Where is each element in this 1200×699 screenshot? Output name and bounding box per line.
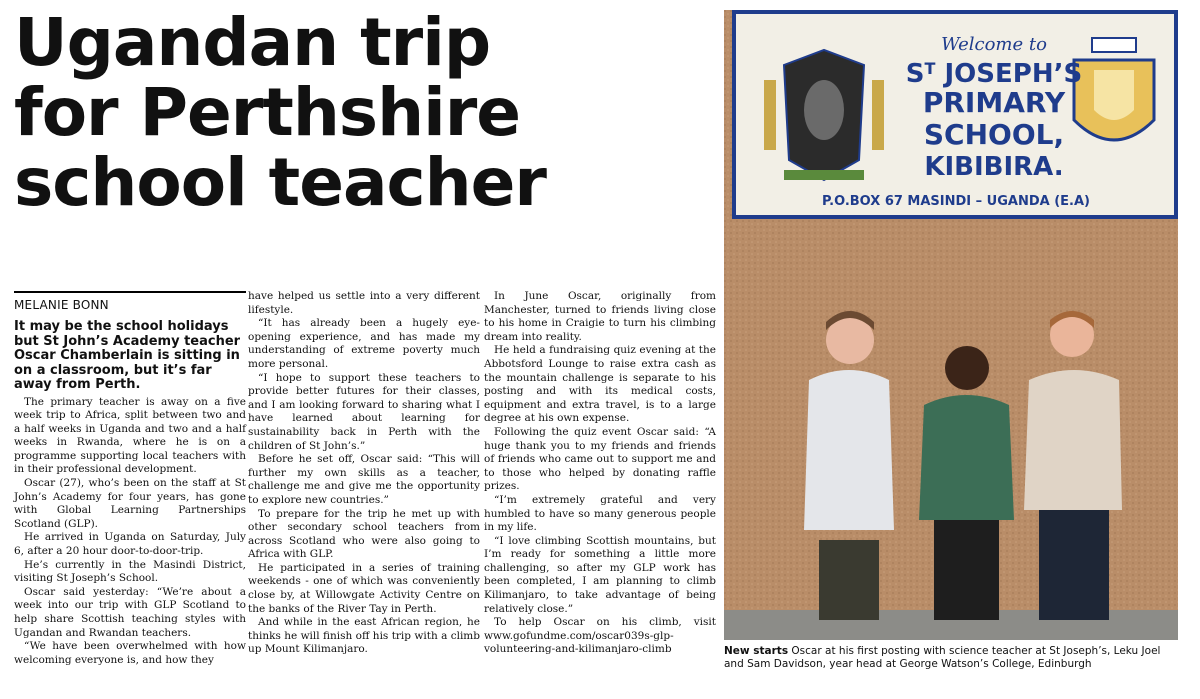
sign-line-2: PRIMARY (922, 86, 1066, 119)
paragraph: “I’m extremely grateful and very humbled to have so many generous people in my life. (484, 493, 716, 534)
article-column-1 (14, 320, 246, 667)
paragraph: He participated in a series of training weekends - one of which was conveniently close by, at Willowgate Activity Centre on the banks of the River Tay in Perth. (248, 561, 480, 615)
headline-line: Ugandan trip (14, 4, 491, 81)
headline-line: for Perthshire (14, 74, 521, 151)
caption-label: New starts (724, 645, 789, 657)
caption-text: Oscar at his first posting with science teacher at St Joseph’s, Leku Joel and Sam Davidson, year head at George Watson’s College, Edinburgh (724, 645, 1161, 671)
paragraph: He held a fundraising quiz evening at the Abbotsford Lounge to raise extra cash as the mountain challenge is separate to his posting and with its medical costs, equipment and extra travel, is to a large degree at his own expense. (484, 344, 716, 425)
paragraph: Following the quiz event Oscar said: “A huge thank you to my friends and friends of friends who came out to support me and to those who helped by donating raffle prizes. (484, 425, 716, 493)
paragraph: The primary teacher is away on a five week trip to Africa, split between two and a half weeks in Uganda and two and a half weeks in Rwanda, where he is on a programme supporting local teachers with in their professional development. (14, 395, 246, 476)
sign-address: P.O.BOX 67 MASINDI – UGANDA (E.A) (821, 194, 1091, 209)
paragraph: Before he set off, Oscar said: “This will further my own skills as a teacher, challenge me and give me the opportunity to explore new countries.” (248, 453, 480, 506)
paragraph: And while in the east African region, he thinks he will finish off his trip with a climb up Mount Kilimanjaro. (248, 616, 480, 656)
sign-line-3: SCHOOL, (923, 118, 1065, 151)
byline: MELANIE BONN (14, 291, 246, 312)
sign-line-1: $S^T$ JOSEPH’S (905, 59, 1083, 89)
sign-line-4: KIBIBIRA. (924, 152, 1064, 182)
paragraph: have helped us settle into a very different lifestyle. (248, 290, 480, 316)
paragraph: He arrived in Uganda on Saturday, July 6, after a 20 hour door-to-door-trip. (14, 531, 246, 558)
paragraph: To prepare for the trip he met up with other secondary school teachers from across Scotland who were also going to Africa with GLP. (248, 507, 480, 561)
article-column-3 (484, 290, 716, 657)
standfirst: It may be the school holidays but St John’s Academy teacher Oscar Chamberlain is sitting in on a classroom, but it’s far away from Perth. (14, 319, 241, 392)
paragraph: “I hope to support these teachers to provide better futures for their classes, and I am looking forward to sharing what I have learned about learning for sustainability back in Perth with the children of St John’s.” (248, 371, 480, 452)
paragraph: “We have been overwhelmed with how welcoming everyone is, and how they (14, 640, 246, 666)
sign-welcome: Welcome to (941, 34, 1047, 55)
paragraph: In June Oscar, originally from Manchester, turned to friends living close to his home in Craigie to turn his climbing dream into reality. (484, 290, 716, 343)
headline (14, 4, 714, 221)
paragraph: “It has already been a hugely eye-opening experience, and has made my understanding of extreme poverty much more personal. (248, 317, 480, 370)
paragraph: Oscar said yesterday: “We’re about a week into our trip with GLP Scotland to help share Scottish teaching styles with Ugandan and Rwandan teachers. (14, 585, 246, 639)
photo (724, 10, 1178, 640)
paragraph: Oscar (27), who’s been on the staff at St John’s Academy for four years, has gone with Global Learning Partnerships Scotland (GLP). (14, 477, 246, 530)
paragraph: To help Oscar on his climb, visit www.gofundme.com/oscar039s-glp-volunteering-and-kilimanjaro-climb (484, 616, 716, 656)
article-column-2 (248, 290, 480, 657)
headline-line: school teacher (14, 144, 546, 221)
photo-caption (724, 645, 1178, 672)
paragraph: He’s currently in the Masindi District, visiting St Joseph’s School. (14, 558, 246, 585)
paragraph: “I love climbing Scottish mountains, but I’m ready for something a little more challenging, so after my GLP work has been completed, I am planning to climb Kilimanjaro, to take advantage of being relatively close.” (484, 534, 716, 615)
